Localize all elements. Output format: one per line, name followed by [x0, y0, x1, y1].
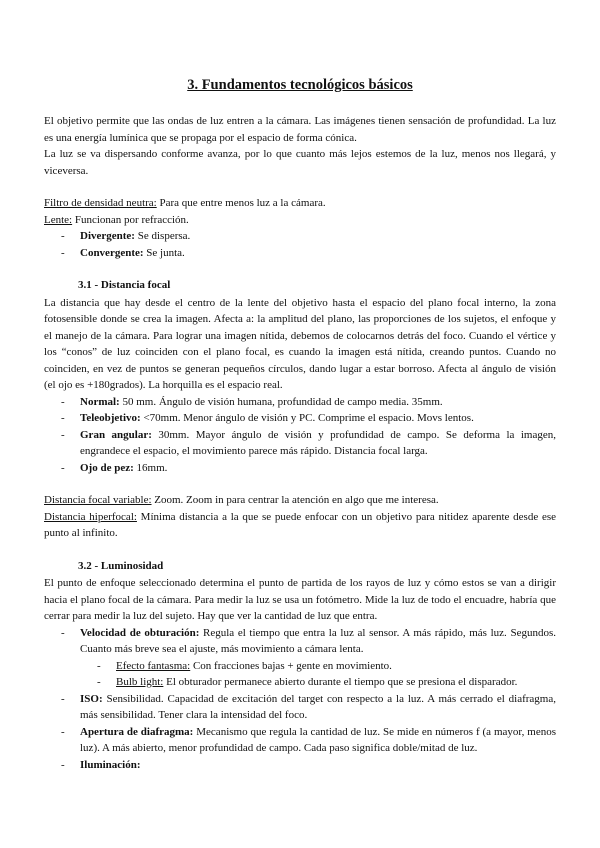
- list-item: [44, 427, 556, 460]
- list-item: [44, 724, 556, 757]
- efecto-fantasma-text: Con fracciones bajas + gente en movimiento.: [190, 659, 392, 672]
- gran-angular-text: 30mm. Mayor ángulo de visión y profundidad de campo. Se deforma la imagen, engrandece el espacio, el movimiento parece más rápido. Distancia focal larga.: [80, 428, 556, 457]
- normal-term: Normal:: [80, 395, 120, 408]
- list-item: [44, 691, 556, 724]
- distancia-variable-text: Zoom. Zoom in para centrar la atención en algo que me interesa.: [151, 494, 439, 506]
- list-item: [44, 410, 556, 427]
- luminosidad-list: [44, 625, 556, 774]
- teleobjetivo-text: <70mm. Menor ángulo de visión y PC. Comprime el espacio. Movs lentos.: [140, 412, 474, 424]
- spacer: [44, 476, 556, 492]
- filtro-text: Para que entre menos luz a la cámara.: [156, 197, 326, 209]
- distancia-focal-list: [44, 394, 556, 477]
- gran-angular-term: Gran angular:: [80, 428, 152, 441]
- ojo-de-pez-text: 16mm.: [133, 461, 168, 474]
- filtro-term: Filtro de densidad neutra:: [44, 197, 157, 209]
- iso-text: Sensibilidad. Capacidad de excitación del target con respecto a la luz. A más cerrado el diafragma, más sensibilidad. Tener clara la intensidad del foco.: [80, 692, 556, 721]
- list-item: [44, 460, 556, 477]
- velocidad-sublist: [80, 658, 556, 691]
- lente-text: Funcionan por refracción.: [72, 213, 189, 226]
- normal-text: 50 mm. Ángulo de visión humana, profundidad de campo media. 35mm.: [119, 395, 443, 408]
- efecto-fantasma-term: Efecto fantasma:: [116, 659, 191, 672]
- iso-term: ISO:: [80, 692, 103, 705]
- lente-divergente-term: Divergente:: [80, 230, 135, 242]
- apertura-text: Mecanismo que regula la cantidad de luz. Se mide en números f (a mayor, menos luz). A más abierto, menor profundidad de campo. Cada paso significa doble/mitad de luz.: [80, 725, 556, 754]
- page-title: 3. Fundamentos tecnológicos básicos: [187, 77, 413, 93]
- ojo-de-pez-term: Ojo de pez:: [80, 461, 134, 474]
- distancia-hiperfocal-line: [44, 509, 556, 542]
- distancia-hiperfocal-term: Distancia hiperfocal:: [44, 510, 137, 523]
- apertura-term: Apertura de diafragma:: [80, 725, 194, 738]
- list-item: [80, 658, 556, 675]
- iluminacion-term: Iluminación:: [80, 758, 141, 771]
- lente-list: [44, 228, 556, 261]
- section-heading-luminosidad: 3.2 - Luminosidad: [78, 559, 164, 572]
- teleobjetivo-term: Teleobjetivo:: [80, 412, 141, 424]
- intro-paragraph-2: La luz se va dispersando conforme avanza, por lo que cuanto más lejos estemos de la luz, menos nos llegará, y viceversa.: [44, 148, 556, 177]
- luminosidad-body: El punto de enfoque seleccionado determina el punto de partida de los rayos de luz y cómo estos se van a dirigir hacia el plano focal de la cámara. Para medir la luz se usa un fotómetro. Mide la luz de todo el encuadre, habría que cerrar para medir la luz del sujeto. Hay que ver la cantidad de luz que entra.: [44, 577, 556, 622]
- section-heading-distancia-focal: 3.1 - Distancia focal: [78, 279, 171, 291]
- velocidad-term: Velocidad de obturación:: [80, 626, 200, 639]
- lente-divergente-text: Se dispersa.: [134, 230, 191, 242]
- spacer: [44, 179, 556, 195]
- distancia-variable-line: [44, 492, 556, 509]
- list-item: [80, 674, 556, 691]
- velocidad-text: Regula el tiempo que entra la luz al sensor. A más rápido, más luz. Segundos. Cuanto más breve sea el ajuste, más movimiento a cámara lenta.: [80, 626, 556, 655]
- lente-line: [44, 212, 556, 229]
- list-item: [44, 625, 556, 691]
- list-item: [44, 228, 556, 245]
- bulb-light-text: El obturador permanece abierto durante el tiempo que se presiona el disparador.: [163, 676, 518, 688]
- lente-convergente-text: Se junta.: [143, 246, 185, 259]
- distancia-hiperfocal-text: Mínima distancia a la que se puede enfocar con un objetivo para nitidez aparente desde ese punto al infinito.: [44, 510, 556, 539]
- spacer: [44, 261, 556, 277]
- lente-term: Lente:: [44, 213, 73, 226]
- intro-paragraph-1: El objetivo permite que las ondas de luz entren a la cámara. Las imágenes tienen sensación de profundidad. La luz es una energía lumínica que se propaga por el espacio de forma cónica.: [44, 115, 556, 144]
- filtro-line: [44, 195, 556, 212]
- distancia-variable-term: Distancia focal variable:: [44, 494, 152, 506]
- spacer: [44, 542, 556, 558]
- list-item: [44, 394, 556, 411]
- list-item: [44, 757, 556, 774]
- bulb-light-term: Bulb light:: [116, 676, 164, 688]
- distancia-focal-body: La distancia que hay desde el centro de la lente del objetivo hasta el espacio del plano focal interno, la zona fotosensible donde se crea la imagen. Afecta a: la amplitud del plano, las proporciones de los sujetos, el enfoque y el manejo de la cámara. Para lograr una imagen nítida, debemos de colocarnos detrás del foco. Cuando el vértice y los “conos” de luz coinciden con el plano focal, es cuando la imagen está nítida, creando puntos. Cuando no coinciden, en vez de puntos se generan pequeños círculos, dando lugar a estar borroso. Afecta al ángulo de visión (el ojo es +180grados). La horquilla es el espacio real.: [44, 296, 556, 391]
- list-item: [44, 245, 556, 262]
- lente-convergente-term: Convergente:: [80, 246, 144, 259]
